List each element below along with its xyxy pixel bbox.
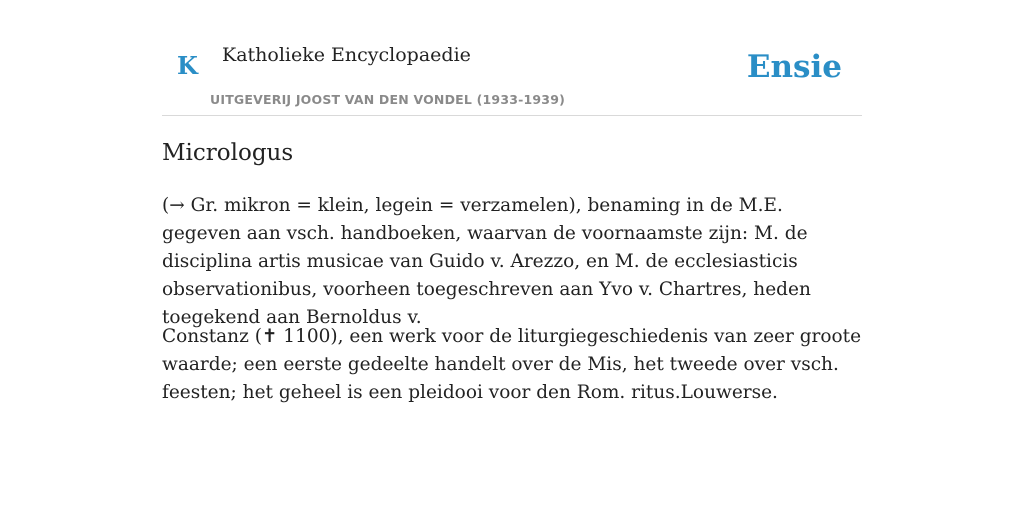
- site-header: [162, 0, 862, 116]
- ensie-brand-logo[interactable]: Ensie: [746, 49, 842, 85]
- logo-k-icon[interactable]: K: [177, 51, 198, 80]
- article-title: Micrologus: [162, 140, 294, 166]
- publisher-subtitle: UITGEVERIJ JOOST VAN DEN VONDEL (1933-1939): [210, 92, 566, 107]
- article-paragraph-1: (→ Gr. mikron = klein, legein = verzamelen), benaming in de M.E. gegeven aan vsch. handboeken, waarvan de voornaamste zijn: M. de disciplina artis musicae van Guido v. Arezzo, en M. de ecclesiasticis observationibus, voorheen toegeschreven aan Yvo v. Chartres, heden toegekend aan Bernoldus v.: [162, 195, 811, 328]
- article-paragraph-2: Constanz (✝ 1100), een werk voor de liturgiegeschiedenis van zeer groote waarde; een eerste gedeelte handelt over de Mis, het tweede over vsch. feesten; het geheel is een pleidooi voor den Rom. ritus.Louwerse.: [162, 326, 862, 403]
- site-title[interactable]: Katholieke Encyclopaedie: [222, 44, 471, 66]
- page: [162, 0, 862, 403]
